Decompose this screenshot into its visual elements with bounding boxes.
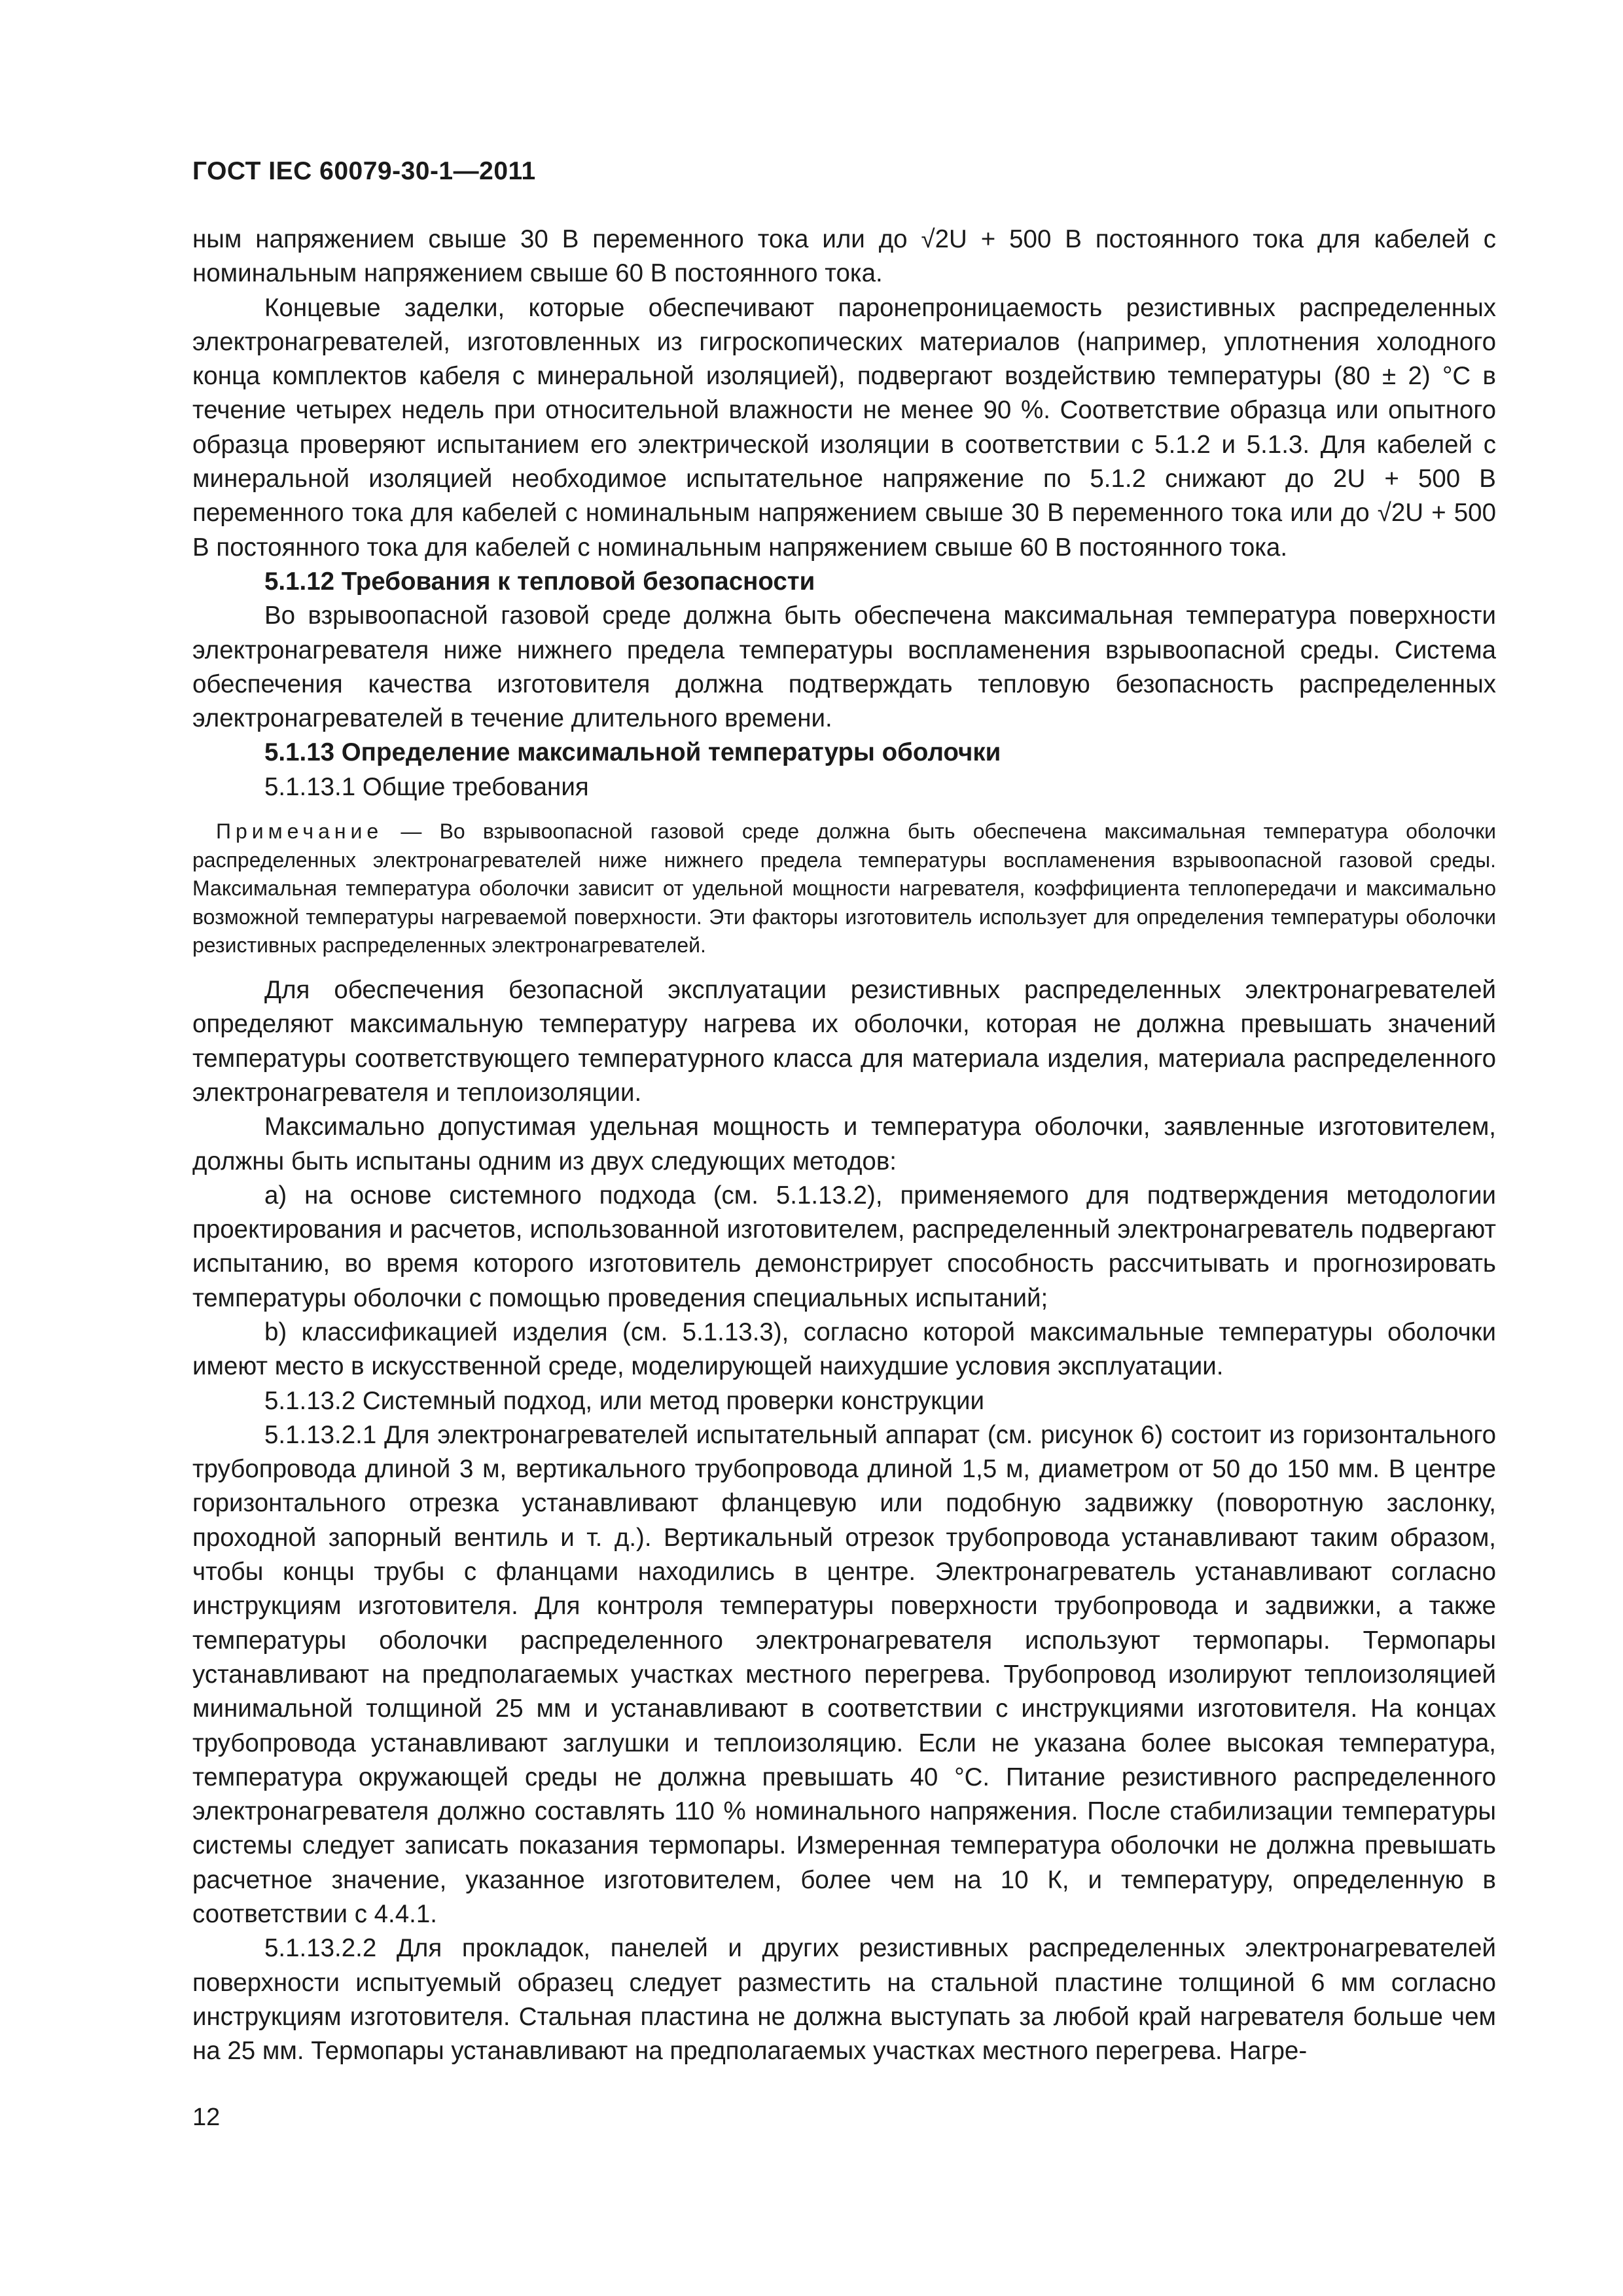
paragraph: Максимально допустимая удельная мощность и температура оболочки, заявленные изготовителем, должны быть испытаны одним из двух следующих методов: — [192, 1113, 1496, 1175]
paragraph: Во взрывоопасной газовой среде должна быть обеспечена максимальная температура поверхности электронагревателя ниже нижнего предела температуры воспламенения взрывоопасной среды. Система обеспечения качества изготовителя должна подтверждать тепловую безопасность распределенных электронагревателей в течение длительного времени. — [192, 601, 1496, 733]
paragraph: 5.1.13.2.2 Для прокладок, панелей и других резистивных распределенных электронагревателей поверхности испытуемый образец следует разместить на стальной пластине толщиной 6 мм согласно инструкциям изготовителя. Стальная пластина не должна выступать за любой край нагревателя больше чем на 25 мм. Термопары устанавливают на предполагаемых участках местного перегрева. Нагре- — [192, 1934, 1496, 2066]
subsection-heading: 5.1.13.1 Общие требования — [264, 772, 589, 801]
section-heading: 5.1.12 Требования к тепловой безопасности — [264, 567, 815, 596]
note-text: — Во взрывоопасной газовой среде должна быть обеспечена максимальная температура оболочки распределенных электронагревателей ниже нижнего предела температуры воспламенения взрывоопасной газовой среды. Максимальная температура оболочки зависит от удельной мощности нагревателя, коэффициента теплопередачи и максимально возможной температуры нагреваемой поверхности. Эти факторы изготовитель использует для определения температуры оболочки резистивных распределенных электронагревателей. — [192, 819, 1496, 958]
paragraph: Концевые заделки, которые обеспечивают паронепроницаемость резистивных распределенных электронагревателей, изготовленных из гигроскопических материалов (например, уплотнения холодного конца комплектов кабеля с минеральной изоляцией), подвергают воздействию температуры (80 ± 2) °С в течение четырех недель при относительной влажности не менее 90 %. Соответствие образца или опытного образца проверяют испытанием его электрической изоляции в соответствии с 5.1.2 и 5.1.3. Для кабелей с минеральной изоляцией необходимое испытательное напряжение по 5.1.2 снижают до 2U + 500 В переменного тока для кабелей с номинальным напряжением свыше 30 В переменного тока или до √2U + 500 В постоянного тока для кабелей с номинальным напряжением свыше 60 В постоянного тока. — [192, 293, 1496, 562]
list-item: a) на основе системного подхода (см. 5.1.13.2), применяемого для подтверждения методологии проектирования и расчетов, использованной изготовителем, распределенный электронагреватель подвергают испытанию, во время которого изготовитель демонстрирует способность рассчитывать и прогнозировать температуры оболочки с помощью проведения специальных испытаний; — [192, 1181, 1496, 1312]
list-item: b) классификацией изделия (см. 5.1.13.3), согласно которой максимальные температуры оболочки имеют место в искусственной среде, моделирующей наихудшие условия эксплуатации. — [192, 1318, 1496, 1381]
page-number: 12 — [192, 2104, 221, 2131]
paragraph: 5.1.13.2.1 Для электронагревателей испытательный аппарат (см. рисунок 6) состоит из горизонтального трубопровода длиной 3 м, вертикального трубопровода длиной 1,5 м, диаметром от 50 до 150 мм. В центре горизонтального отрезка устанавливают фланцевую или подобную задвижку (поворотную заслонку, проходной запорный вентиль и т. д.). Вертикальный отрезок трубопровода устанавливают таким образом, чтобы концы трубы с фланцами находились в центре. Электронагреватель устанавливают согласно инструкциям изготовителя. Для контроля температуры поверхности трубопровода и задвижки, а также температуры оболочки распределенного электронагревателя используют термопары. Термопары устанавливают на предполагаемых участках местного перегрева. Трубопровод изолируют теплоизоляцией минимальной толщиной 25 мм и устанавливают в соответствии с инструкциями изготовителя. На концах трубопровода устанавливают заглушки и теплоизоляцию. Если не указана более высокая температура, температура окружающей среды не должна превышать 40 °С. Питание резистивного распределенного электронагревателя должно составлять 110 % номинального напряжения. После стабилизации температуры системы следует записать показания термопары. Измеренная температура оболочки не должна превышать расчетное значение, указанное изготовителем, более чем на 10 К, и температуру, определенную в соответствии с 4.4.1. — [192, 1420, 1496, 1929]
subsection-heading: 5.1.13.2 Системный подход, или метод проверки конструкции — [264, 1386, 984, 1415]
section-heading: 5.1.13 Определение максимальной температуры оболочки — [264, 738, 1001, 767]
paragraph: ным напряжением свыше 30 В переменного тока или до √2U + 500 В постоянного тока для кабелей с номинальным напряжением свыше 60 В постоянного тока. — [192, 225, 1496, 288]
paragraph: Для обеспечения безопасной эксплуатации резистивных распределенных электронагревателей определяют максимальную температуру нагрева их оболочки, которая не должна превышать значений температуры соответствующего температурного класса для материала изделия, материала распределенного электронагревателя и теплоизоляции. — [192, 976, 1496, 1107]
note-label: Примечание — [216, 819, 383, 844]
note-block — [192, 817, 1496, 960]
document-body — [192, 223, 1496, 2069]
document-header: ГОСТ IEC 60079-30-1—2011 — [192, 157, 536, 185]
